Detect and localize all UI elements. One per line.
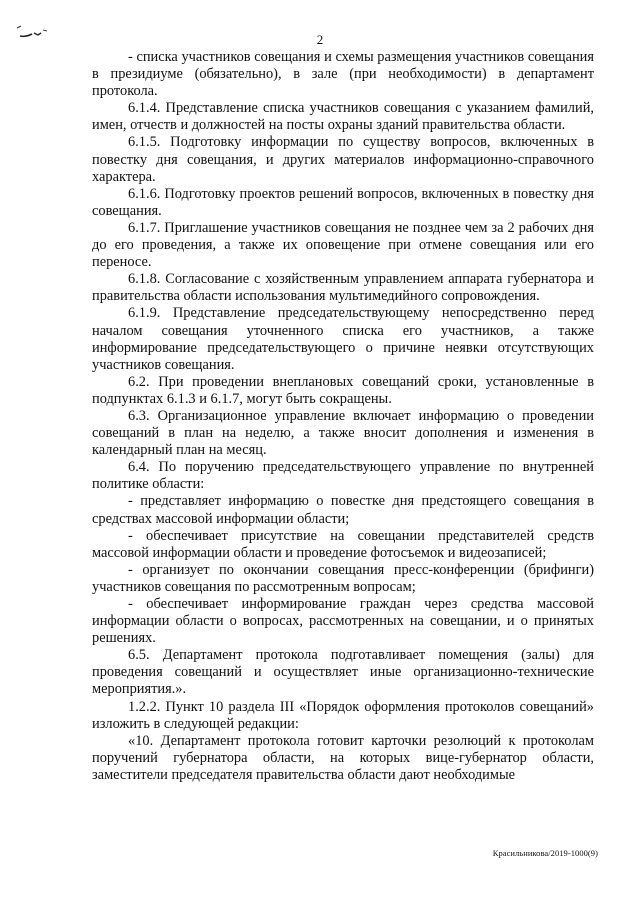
paragraph-6-1-6: 6.1.6. Подготовку проектов решений вопросов, включенных в повестку дня совещания. bbox=[92, 185, 594, 219]
paragraph-6-4: 6.4. По поручению председательствующего управление по внутренней политике области: bbox=[92, 459, 594, 493]
paragraph-6-1-7: 6.1.7. Приглашение участников совещания не позднее чем за 2 рабочих дня до его проведения, а также их оповещение при отмене совещания или его переносе. bbox=[92, 219, 594, 271]
paragraph-6-2: 6.2. При проведении внеплановых совещаний сроки, установленные в подпунктах 6.1.3 и 6.1.7, могут быть сокращены. bbox=[92, 373, 594, 407]
paragraph-6-1-4: 6.1.4. Представление списка участников совещания с указанием фамилий, имен, отчеств и должностей на посты охраны зданий правительства области. bbox=[92, 100, 594, 134]
paragraph-6-4-item-3: - организует по окончании совещания пресс-конференции (брифинги) участников совещания по рассмотренным вопросам; bbox=[92, 561, 594, 595]
paragraph-6-4-item-1: - представляет информацию о повестке дня предстоящего совещания в средствах массовой информации области; bbox=[92, 493, 594, 527]
page-number: 2 bbox=[316, 32, 324, 47]
paragraph-6-4-item-2: - обеспечивает присутствие на совещании представителей средств массовой информации области и проведение фотосъемок и видеозаписей; bbox=[92, 527, 594, 561]
paragraph-1-2-2: 1.2.2. Пункт 10 раздела III «Порядок оформления протоколов совещаний» изложить в следующей редакции: bbox=[92, 698, 594, 732]
document-body bbox=[92, 49, 594, 784]
paragraph-participants-list: - списка участников совещания и схемы размещения участников совещания в президиуме (обязательно), в зале (при необходимости) в департамент протокола. bbox=[92, 49, 594, 100]
paragraph-6-1-9: 6.1.9. Представление председательствующему непосредственно перед началом совещания уточненного списка его участников, а также информирование председательствующего о причине неявки отсутствующих участников совещания. bbox=[92, 305, 594, 373]
paragraph-6-3: 6.3. Организационное управление включает информацию о проведении совещаний в план на неделю, а также вносит дополнения и изменения в календарный план на месяц. bbox=[92, 407, 594, 459]
paragraph-6-1-8: 6.1.8. Согласование с хозяйственным управлением аппарата губернатора и правительства области использования мультимедийного сопровождения. bbox=[92, 271, 594, 305]
paragraph-10: «10. Департамент протокола готовит карточки резолюций к протоколам поручений губернатора области, на которых вице-губернатор области, заместители председателя правительства области дают необходимые bbox=[92, 732, 594, 783]
document-code: Красильникова/2019-1000(9) bbox=[492, 848, 598, 858]
paragraph-6-4-item-4: - обеспечивает информирование граждан через средства массовой информации области о вопросах, рассмотренных на совещании, и о принятых решениях. bbox=[92, 596, 594, 647]
paragraph-6-5: 6.5. Департамент протокола подготавливает помещения (залы) для проведения совещаний и осуществляет иные организационно-технические мероприятия.». bbox=[92, 647, 594, 698]
paragraph-6-1-5: 6.1.5. Подготовку информации по существу вопросов, включенных в повестку дня совещания, и других материалов информационно-справочного характера. bbox=[92, 134, 594, 185]
